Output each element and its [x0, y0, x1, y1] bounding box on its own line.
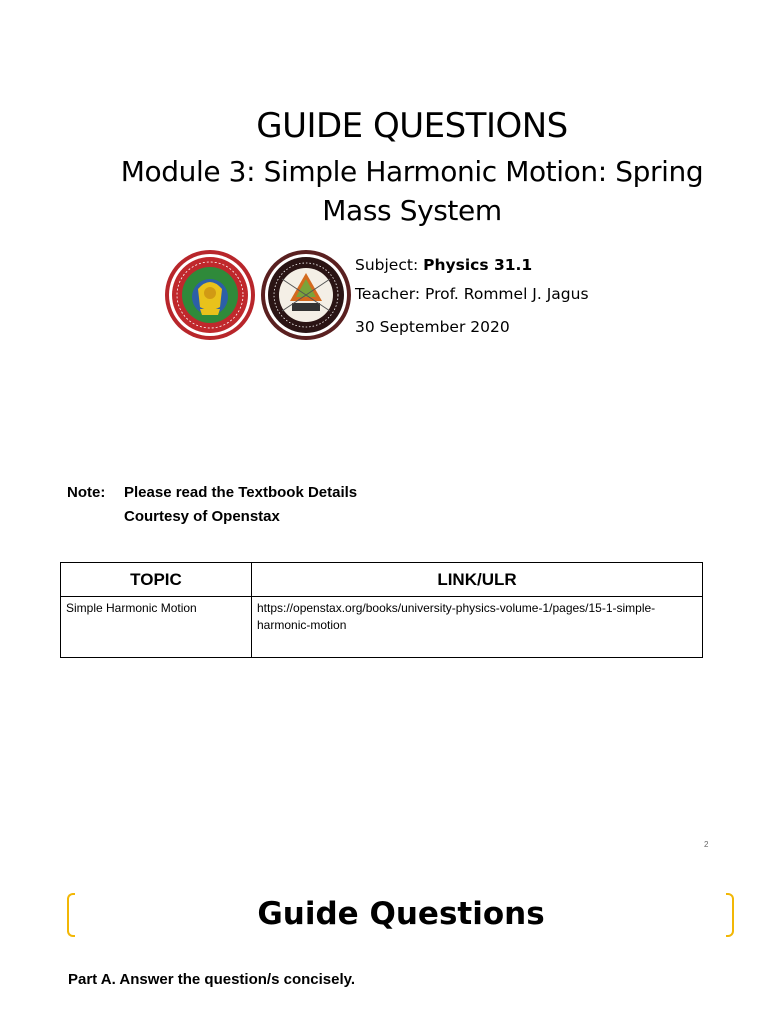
note-line-1: Please read the Textbook Details: [124, 484, 358, 501]
page-title: GUIDE QUESTIONS: [256, 106, 568, 146]
table-row: [61, 597, 703, 658]
link-column-header: LINK/ULR: [252, 563, 703, 597]
resource-table: [60, 562, 703, 658]
page-number: 2: [704, 840, 709, 849]
topic-cell: Simple Harmonic Motion: [61, 597, 252, 658]
module-subtitle: [100, 152, 724, 230]
part-a-instruction: Part A. Answer the question/s concisely.: [68, 971, 356, 988]
note-label: Note:: [67, 484, 106, 501]
table-header-row: [61, 563, 703, 597]
subtitle-line-1: Module 3: Simple Harmonic Motion: Spring: [120, 155, 704, 188]
note-line-2: Courtesy of Openstax: [124, 508, 280, 525]
subtitle-line-2: Mass System: [322, 194, 502, 227]
college-seal-logo: [260, 249, 352, 341]
date-line: 30 September 2020: [355, 318, 510, 336]
msu-seal-logo: [164, 249, 256, 341]
subject-value: Physics 31.1: [423, 256, 533, 274]
link-cell[interactable]: https://openstax.org/books/university-physics-volume-1/pages/15-1-simple-harmonic-motion: [252, 597, 703, 658]
section-title: Guide Questions: [257, 896, 545, 932]
teacher-line: Teacher: Prof. Rommel J. Jagus: [355, 285, 589, 303]
topic-column-header: TOPIC: [61, 563, 252, 597]
subject-line: [355, 256, 532, 274]
subject-label: Subject:: [355, 256, 424, 274]
